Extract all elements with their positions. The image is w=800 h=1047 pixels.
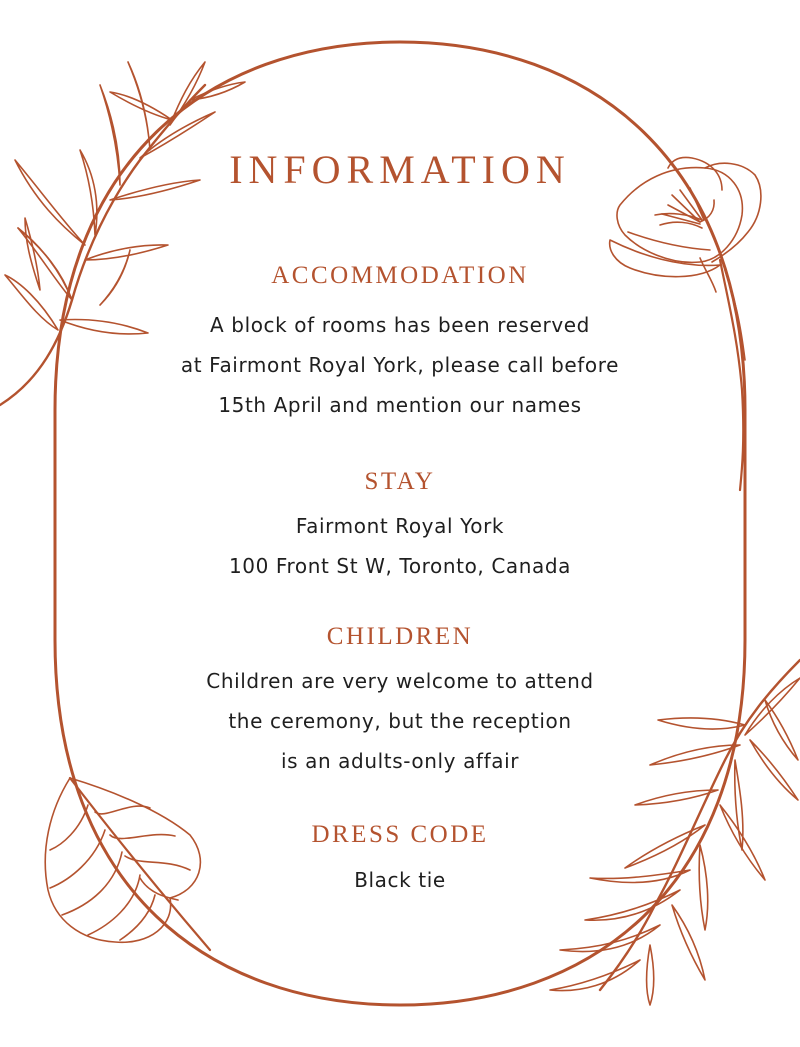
section-heading-dress-code: DRESS CODE	[311, 821, 489, 848]
section-line: at Fairmont Royal York, please call before	[180, 353, 620, 377]
section-line: A block of rooms has been reserved	[210, 313, 590, 337]
section-line: Children are very welcome to attend	[206, 669, 594, 693]
section-line: the ceremony, but the reception	[228, 709, 572, 733]
section-line: 100 Front St W, Toronto, Canada	[228, 554, 572, 578]
section-line: 15th April and mention our names	[218, 393, 582, 417]
section-line: Black tie	[354, 868, 446, 892]
section-heading-children: CHILDREN	[326, 623, 474, 650]
section-heading-stay: STAY	[364, 468, 436, 495]
section-line: Fairmont Royal York	[295, 514, 505, 538]
page-title: INFORMATION	[229, 147, 571, 192]
section-line: is an adults-only affair	[280, 749, 520, 773]
linden-leaf-icon	[45, 778, 210, 950]
section-heading-accommodation: ACCOMMODATION	[271, 262, 529, 289]
